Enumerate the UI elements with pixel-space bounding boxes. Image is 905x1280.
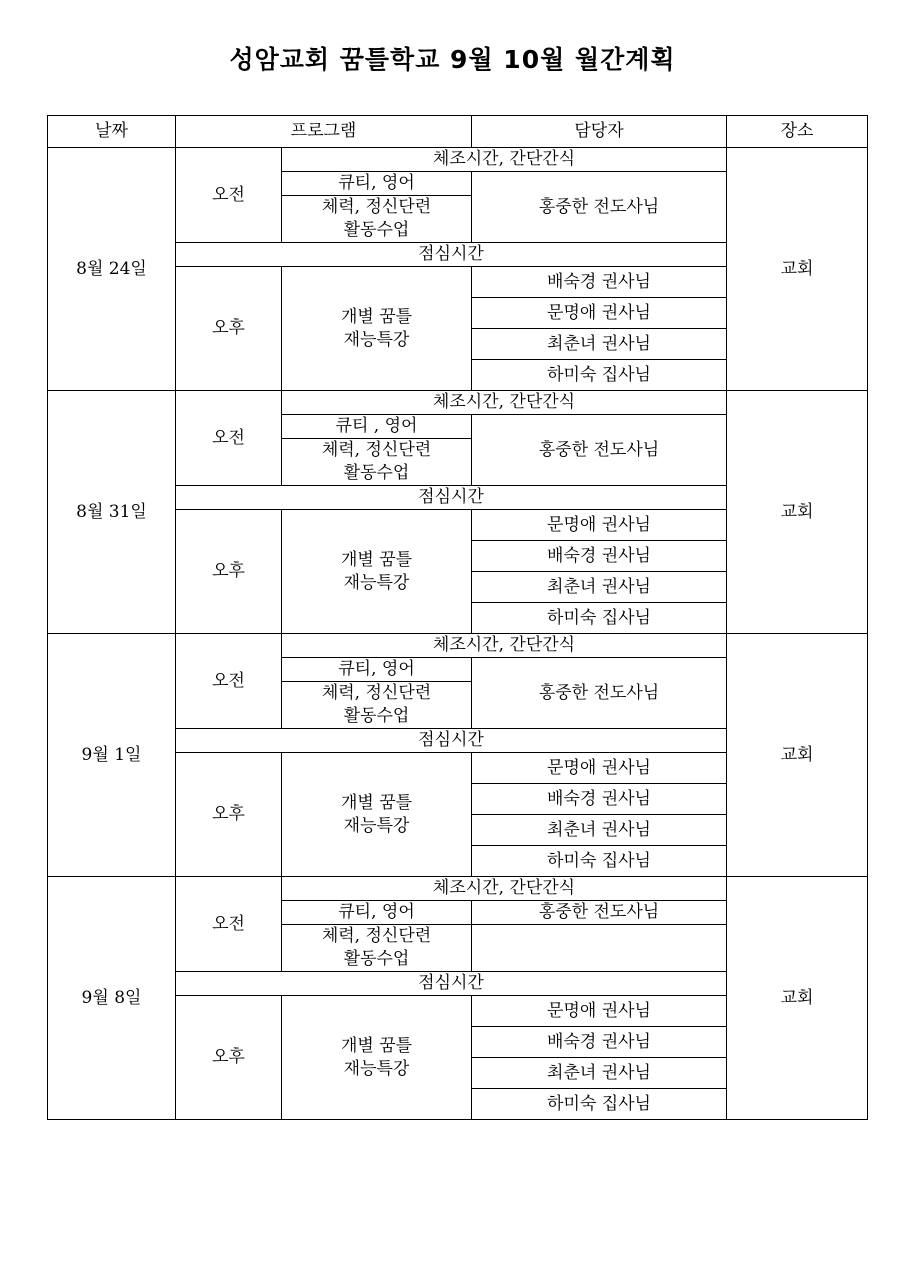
date-cell: 8월 31일	[48, 391, 176, 634]
pm-manager: 배숙경 권사님	[472, 541, 727, 572]
activity-cell: 활동수업	[282, 462, 472, 486]
individual-line: 개별 꿈틀	[340, 792, 413, 813]
pm-manager: 배숙경 권사님	[472, 1027, 727, 1058]
lunch-cell: 점심시간	[176, 729, 727, 753]
quiz-english-cell: 큐티 , 영어	[282, 415, 472, 439]
week-block	[48, 148, 868, 391]
quiz-english-cell: 큐티, 영어	[282, 172, 472, 196]
individual-line: 개별 꿈틀	[340, 549, 413, 570]
morning-manager-cell: 홍중한 전도사님	[472, 658, 727, 729]
talent-line: 재능특강	[343, 572, 410, 593]
afternoon-label: 오후	[176, 996, 282, 1120]
activity-cell: 활동수업	[282, 219, 472, 243]
afternoon-program-cell	[282, 996, 472, 1120]
schedule-table	[47, 115, 868, 1120]
individual-line: 개별 꿈틀	[340, 306, 413, 327]
pm-manager: 최춘녀 권사님	[472, 1058, 727, 1089]
lunch-cell: 점심시간	[176, 243, 727, 267]
morning-manager-cell: 홍중한 전도사님	[472, 172, 727, 243]
pm-manager: 문명애 권사님	[472, 996, 727, 1027]
exercise-cell: 체조시간, 간단간식	[282, 634, 727, 658]
morning-label: 오전	[176, 148, 282, 243]
individual-line: 개별 꿈틀	[340, 1035, 413, 1056]
date-cell: 8월 24일	[48, 148, 176, 391]
talent-line: 재능특강	[343, 329, 410, 350]
afternoon-label: 오후	[176, 753, 282, 877]
place-cell: 교회	[727, 877, 868, 1120]
morning-manager-cell: 홍중한 전도사님	[472, 415, 727, 486]
quiz-english-cell: 큐티, 영어	[282, 901, 472, 925]
fitness-cell: 체력, 정신단련	[282, 682, 472, 706]
pm-manager: 하미숙 집사님	[472, 603, 727, 634]
afternoon-program-cell	[282, 510, 472, 634]
afternoon-label: 오후	[176, 267, 282, 391]
quiz-english-cell: 큐티, 영어	[282, 658, 472, 682]
activity-cell: 활동수업	[282, 948, 472, 972]
pm-manager: 문명애 권사님	[472, 298, 727, 329]
lunch-cell: 점심시간	[176, 972, 727, 996]
fitness-cell: 체력, 정신단련	[282, 439, 472, 463]
week-block	[48, 391, 868, 634]
lunch-cell: 점심시간	[176, 486, 727, 510]
talent-line: 재능특강	[343, 1058, 410, 1079]
talent-line: 재능특강	[343, 815, 410, 836]
morning-label: 오전	[176, 877, 282, 972]
exercise-cell: 체조시간, 간단간식	[282, 148, 727, 172]
afternoon-program-cell	[282, 267, 472, 391]
header-place: 장소	[727, 116, 868, 148]
header-date: 날짜	[48, 116, 176, 148]
header-row	[48, 116, 868, 148]
pm-manager: 하미숙 집사님	[472, 360, 727, 391]
pm-manager: 최춘녀 권사님	[472, 329, 727, 360]
place-cell: 교회	[727, 634, 868, 877]
pm-manager: 문명애 권사님	[472, 753, 727, 784]
pm-manager: 하미숙 집사님	[472, 846, 727, 877]
pm-manager: 문명애 권사님	[472, 510, 727, 541]
afternoon-label: 오후	[176, 510, 282, 634]
page-title: 성암교회 꿈틀학교 9월 10월 월간계획	[229, 45, 676, 74]
week-block	[48, 634, 868, 877]
empty-manager-cell	[472, 925, 727, 972]
activity-cell: 활동수업	[282, 705, 472, 729]
morning-manager-cell: 홍중한 전도사님	[472, 901, 727, 925]
pm-manager: 하미숙 집사님	[472, 1089, 727, 1120]
week-block	[48, 877, 868, 1120]
fitness-cell: 체력, 정신단련	[282, 925, 472, 949]
pm-manager: 최춘녀 권사님	[472, 572, 727, 603]
place-cell: 교회	[727, 391, 868, 634]
pm-manager: 최춘녀 권사님	[472, 815, 727, 846]
fitness-cell: 체력, 정신단련	[282, 196, 472, 220]
exercise-cell: 체조시간, 간단간식	[282, 877, 727, 901]
header-program: 프로그램	[176, 116, 472, 148]
morning-label: 오전	[176, 634, 282, 729]
header-manager: 담당자	[472, 116, 727, 148]
morning-label: 오전	[176, 391, 282, 486]
date-cell: 9월 8일	[48, 877, 176, 1120]
afternoon-program-cell	[282, 753, 472, 877]
place-cell: 교회	[727, 148, 868, 391]
date-cell: 9월 1일	[48, 634, 176, 877]
exercise-cell: 체조시간, 간단간식	[282, 391, 727, 415]
pm-manager: 배숙경 권사님	[472, 267, 727, 298]
pm-manager: 배숙경 권사님	[472, 784, 727, 815]
